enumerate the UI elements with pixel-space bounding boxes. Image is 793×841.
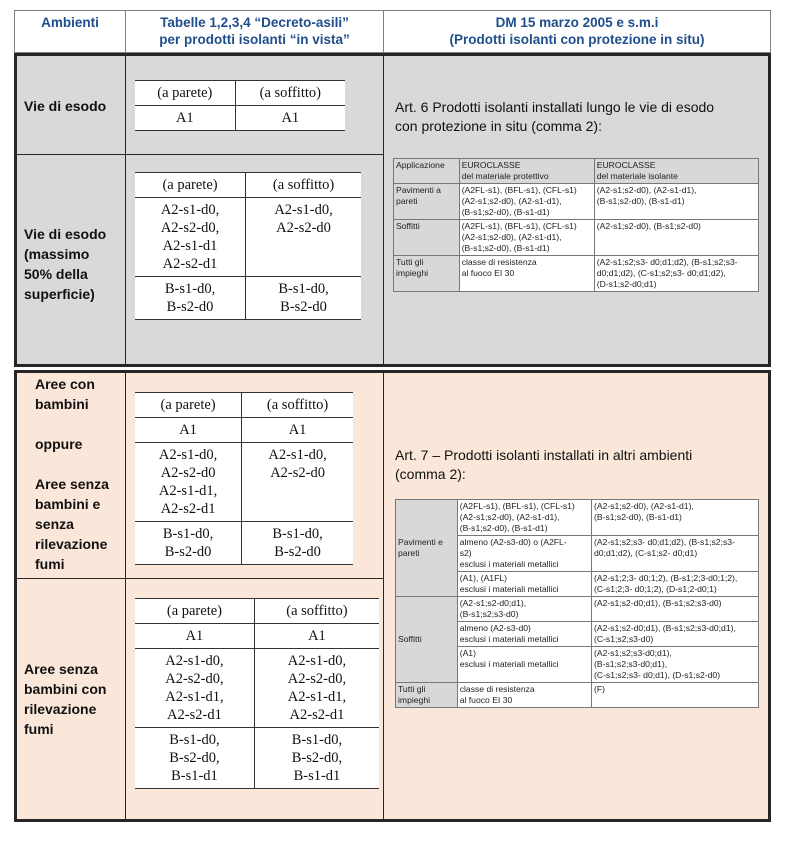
mini-table-vie-di-esodo-50: [135, 172, 361, 320]
cell-a-parete: [135, 418, 242, 443]
art7-cell-app: [396, 597, 458, 683]
text-line: EUROCLASSE: [461, 160, 521, 170]
text-line: fumi: [35, 556, 65, 572]
text-line: B-s1-d1: [293, 768, 341, 784]
text-line: A2-s2-d1: [289, 707, 345, 723]
art7-cell-iso: [592, 500, 759, 536]
text-line: A2-s2-d1: [160, 501, 216, 517]
text-line: Art. 7 – Prodotti isolanti installati in altri ambienti: [395, 447, 693, 463]
header-a-parete: (a parete): [135, 599, 254, 624]
mini-header-row: [135, 393, 353, 418]
art6-cell-prot: [459, 184, 594, 220]
text-line: al fuoco EI 30: [459, 695, 513, 705]
cell-a-soffitto: [254, 649, 379, 728]
text-line: (B-s1;s2-d0), (B-s1-d1): [461, 243, 550, 253]
header-dm-2005: [383, 10, 771, 53]
art6-cell-app: [394, 256, 460, 292]
text-line: Pavimenti e: [398, 537, 443, 547]
text-line: B-s2-d0,: [291, 750, 343, 766]
text-line: (A2FL-s1), (BFL-s1), (CFL-s1): [459, 501, 575, 511]
art7-cell-iso: [592, 683, 759, 708]
text-line: (A1), (A1FL): [459, 573, 507, 583]
art6-text: [395, 98, 714, 136]
art6-cell-iso: [594, 256, 758, 292]
cell-a-soffitto: [254, 624, 379, 649]
art7-cell-prot: [457, 536, 591, 572]
mini-class-row: [135, 106, 345, 131]
art7-cell-iso: [592, 536, 759, 572]
text-line: (massimo: [24, 246, 90, 262]
cell-a-soffitto: [242, 418, 353, 443]
text-line: Aree senza: [35, 476, 109, 492]
text-line: del materiale isolante: [596, 171, 678, 181]
art7-cell-app: [396, 683, 458, 708]
section-aree: [14, 370, 771, 822]
text-line: B-s2-d0: [164, 544, 212, 560]
art7-cell-iso: [592, 572, 759, 597]
text-line: (A2-s1;2;3- d0;1;2), (B-s1;2;3-d0;1;2),: [594, 573, 738, 583]
art6-cell-prot: [459, 220, 594, 256]
text-line: B-s2-d0: [274, 544, 321, 560]
text-line: (B-s1;s2-d0), (B-s1-d1): [594, 512, 682, 522]
cell-a-parete: [135, 198, 246, 277]
text-line: (A1): [459, 648, 476, 658]
mini-class-row: [135, 624, 379, 649]
text-line: Art. 6 Prodotti isolanti installati lungo le vie di esodo: [395, 99, 715, 115]
cell-a-soffitto: [246, 277, 361, 320]
section-vie-di-esodo: [14, 53, 771, 367]
art6-row: [394, 256, 759, 292]
header-a-soffitto: (a soffitto): [254, 599, 379, 624]
text-line: Pavimenti a: [396, 185, 441, 195]
text-line: A2-s1-d0,: [158, 447, 218, 463]
text-line: impieghi: [396, 268, 429, 278]
text-line: almeno (A2-s3-d0): [459, 623, 531, 633]
text-line: A2-s2-d0,: [165, 671, 224, 687]
art7-row: [396, 597, 759, 622]
header-decreto-asili: [125, 10, 384, 53]
text-line: fumi: [24, 721, 54, 737]
text-line: d0;d1;d2), (C-s1;s2;s3- d0;d1;d2),: [596, 268, 726, 278]
art7-table: [395, 499, 759, 708]
text-line: rilevazione: [24, 701, 97, 717]
art6-cell-prot: [459, 256, 594, 292]
mini-header-row: [135, 81, 345, 106]
text-line: A2-s1-d1,: [158, 483, 218, 499]
text-line: Tutti gli: [398, 684, 426, 694]
cell-a-parete: [135, 649, 254, 728]
text-line: per prodotti isolanti “in vista”: [159, 32, 350, 47]
text-line: (A2FL-s1), (BFL-s1), (CFL-s1): [461, 185, 577, 195]
art7-cell-app: [396, 500, 458, 597]
cell-a-soffitto: [242, 443, 353, 522]
text-line: classe di resistenza: [461, 257, 537, 267]
text-line: (A2-s1;s2-d0;d1),: [459, 598, 527, 608]
art6-header-cell: [459, 159, 594, 184]
mini-table-aree-rilevazione: [135, 598, 379, 789]
text-line: A1: [281, 110, 300, 126]
text-line: bambini e: [35, 496, 101, 512]
cell-a-parete: [135, 522, 242, 565]
text-line: A1: [308, 628, 326, 644]
text-line: B-s2-d0: [166, 299, 214, 315]
mini-class-row: [135, 649, 379, 728]
text-line: (A2-s1;s2-d0;d1), (B-s1;s2;s3-d0): [594, 598, 722, 608]
text-line: Ambienti: [41, 15, 99, 30]
art6-cell-iso: [594, 220, 758, 256]
text-line: con protezione in situ (comma 2):: [395, 118, 602, 134]
text-line: del materiale protettivo: [461, 171, 549, 181]
art7-row: [396, 683, 759, 708]
cell-a-parete: [135, 624, 254, 649]
text-line: classe di resistenza: [459, 684, 535, 694]
text-line: Aree con: [35, 376, 95, 392]
text-line: B-s2-d0,: [169, 750, 220, 766]
text-line: almeno (A2-s3-d0) o (A2FL-: [459, 537, 567, 547]
text-line: B-s1-d0,: [169, 732, 220, 748]
text-line: (A2-s1;s2-d0), (A2-s1-d1),: [461, 196, 562, 206]
text-line: superficie): [24, 286, 95, 302]
text-line: al fuoco EI 30: [461, 268, 515, 278]
mini-class-row: [135, 198, 361, 277]
art7-cell-iso: [592, 622, 759, 647]
text-line: A2-s2-d0,: [287, 671, 347, 687]
cell-a-parete: [135, 277, 246, 320]
text-line: (A2FL-s1), (BFL-s1), (CFL-s1): [461, 221, 577, 231]
art6-header-row: [394, 159, 759, 184]
text-line: (B-s1;s2-d0), (B-s1-d1): [596, 196, 685, 206]
header-a-soffitto: (a soffitto): [235, 81, 345, 106]
cell-a-soffitto: [235, 106, 345, 131]
text-line: esclusi i materiali metallici: [459, 559, 559, 569]
text-line: bambini: [35, 396, 89, 412]
text-line: Soffitti: [396, 221, 420, 231]
header-a-parete: (a parete): [135, 81, 235, 106]
art7-cell-prot: [457, 647, 591, 683]
text-line: (B-s1;s2-d0), (B-s1-d1): [461, 207, 550, 217]
art7-cell-iso: [592, 597, 759, 622]
text-line: bambini con: [24, 681, 107, 697]
text-line: (A2-s1;s2-d0), (B-s1;s2-d0): [596, 221, 701, 231]
text-line: senza: [35, 516, 74, 532]
text-line: A2-s2-d0: [160, 465, 216, 481]
text-line: (C-s1;2;3- d0;1;2), (D-s1;2-d0;1): [594, 584, 717, 594]
mini-header-row: [135, 173, 361, 198]
text-line: [35, 414, 109, 434]
cell-a-parete: [135, 106, 235, 131]
mini-header-row: [135, 599, 379, 624]
text-line: esclusi i materiali metallici: [459, 659, 559, 669]
text-line: Applicazione: [396, 160, 445, 170]
art7-cell-prot: [457, 572, 591, 597]
text-line: (comma 2):: [395, 466, 466, 482]
label-aree-rilevazione: [24, 659, 106, 739]
mini-class-row: [135, 418, 353, 443]
document-table: [14, 10, 771, 822]
text-line: rilevazione: [35, 536, 108, 552]
text-line: oppure: [35, 436, 83, 452]
text-line: s2): [459, 548, 472, 558]
text-line: (A2-s1;s2-d0;d1), (B-s1;s2;s3-d0;d1),: [594, 623, 736, 633]
mini-table-vie-di-esodo: [135, 80, 345, 131]
art7-row: [396, 500, 759, 536]
mini-class-row: [135, 277, 361, 320]
text-line: pareti: [398, 548, 420, 558]
text-line: Vie di esodo: [24, 98, 107, 114]
text-line: A2-s2-d0: [276, 220, 331, 236]
text-line: (F): [594, 684, 605, 694]
text-line: DM 15 marzo 2005 e s.m.i: [495, 15, 659, 30]
art6-row: [394, 220, 759, 256]
text-line: [35, 454, 109, 474]
text-line: A1: [288, 422, 307, 438]
art6-row: [394, 184, 759, 220]
text-line: Aree senza: [24, 661, 98, 677]
text-line: A2-s2-d1: [162, 256, 218, 272]
mini-table-aree-bambini: [135, 392, 353, 565]
text-line: (Prodotti isolanti con protezione in situ): [449, 32, 705, 47]
text-line: (A2-s1;s2-d0), (A2-s1-d1),: [594, 501, 694, 511]
text-line: (C-s1;s2;s3- d0;d1), (D-s1;s2-d0): [594, 670, 721, 680]
text-line: d0;d1;d2), (C-s1;s2- d0;d1): [594, 548, 698, 558]
text-line: A2-s1-d0,: [268, 447, 327, 463]
art7-cell-prot: [457, 500, 591, 536]
mini-class-row: [135, 522, 353, 565]
text-line: (A2-s1;s2;s3- d0;d1;d2), (B-s1;s2;s3-: [594, 537, 735, 547]
text-line: (B-s1;s2;s3-d0;d1),: [594, 659, 668, 669]
art6-table: [393, 158, 759, 292]
art6-header-cell: [594, 159, 758, 184]
header-a-soffitto: (a soffitto): [246, 173, 361, 198]
text-line: (A2-s1;s2-d0), (A2-s1-d1),: [459, 512, 560, 522]
header-a-parete: (a parete): [135, 173, 246, 198]
text-line: (A2-s1;s2-d0), (A2-s1-d1),: [461, 232, 562, 242]
text-line: A1: [175, 110, 194, 126]
text-line: A2-s1-d0,: [165, 653, 224, 669]
text-line: A2-s1-d1,: [287, 689, 347, 705]
text-line: Vie di esodo: [24, 226, 107, 242]
text-line: EUROCLASSE: [596, 160, 656, 170]
mini-class-row: [135, 728, 379, 789]
header-a-parete: (a parete): [135, 393, 242, 418]
text-line: (B-s1;s2-d0), (B-s1-d1): [459, 523, 548, 533]
text-line: B-s1-d0,: [162, 526, 214, 542]
text-line: (A2-s1;s2-d0), (A2-s1-d1),: [596, 185, 697, 195]
cell-a-soffitto: [246, 198, 361, 277]
text-line: Soffitti: [398, 634, 422, 644]
text-line: A2-s1-d0,: [287, 653, 347, 669]
text-line: A2-s1-d0,: [160, 202, 220, 218]
art6-cell-app: [394, 184, 460, 220]
text-line: A2-s2-d0: [270, 465, 325, 481]
text-line: A2-s1-d1: [162, 238, 218, 254]
art7-cell-iso: [592, 647, 759, 683]
text-line: B-s1-d0,: [278, 281, 329, 297]
text-line: A2-s2-d1: [167, 707, 222, 723]
text-line: A2-s1-d1,: [165, 689, 224, 705]
text-line: Tabelle 1,2,3,4 “Decreto-asili”: [160, 15, 349, 30]
cell-a-soffitto: [254, 728, 379, 789]
text-line: A2-s2-d0,: [160, 220, 220, 236]
art6-cell-iso: [594, 184, 758, 220]
art6-cell-app: [394, 220, 460, 256]
text-line: B-s1-d0,: [272, 526, 323, 542]
text-line: (C-s1;s2;s3-d0): [594, 634, 654, 644]
art7-text: [395, 446, 692, 484]
text-line: (B-s1;s2;s3-d0): [459, 609, 519, 619]
art7-cell-prot: [457, 597, 591, 622]
mini-class-row: [135, 443, 353, 522]
text-line: B-s1-d1: [171, 768, 218, 784]
art7-cell-prot: [457, 683, 591, 708]
cell-a-parete: [135, 728, 254, 789]
header-ambienti: [14, 10, 126, 53]
text-line: A1: [179, 422, 197, 438]
label-aree-bambini: [35, 374, 109, 574]
cell-a-parete: [135, 443, 242, 522]
text-line: 50% della: [24, 266, 88, 282]
text-line: impieghi: [398, 695, 431, 705]
text-line: esclusi i materiali metallici: [459, 634, 559, 644]
text-line: (D-s1;s2-d0;d1): [596, 279, 657, 289]
text-line: B-s1-d0,: [291, 732, 343, 748]
header-a-soffitto: (a soffitto): [242, 393, 353, 418]
text-line: A2-s1-d0,: [274, 202, 333, 218]
art6-header-cell: [394, 159, 460, 184]
label-vie-di-esodo-50: [24, 224, 106, 304]
text-line: esclusi i materiali metallici: [459, 584, 559, 594]
art7-cell-prot: [457, 622, 591, 647]
text-line: (A2-s1;s2;s3- d0;d1;d2), (B-s1;s2;s3-: [596, 257, 738, 267]
text-line: Tutti gli: [396, 257, 424, 267]
cell-a-soffitto: [242, 522, 353, 565]
text-line: (A2-s1;s2;s3-d0;d1),: [594, 648, 672, 658]
label-vie-di-esodo: [24, 96, 106, 116]
text-line: B-s2-d0: [280, 299, 327, 315]
text-line: pareti: [396, 196, 418, 206]
text-line: A1: [185, 628, 204, 644]
text-line: B-s1-d0,: [164, 281, 216, 297]
